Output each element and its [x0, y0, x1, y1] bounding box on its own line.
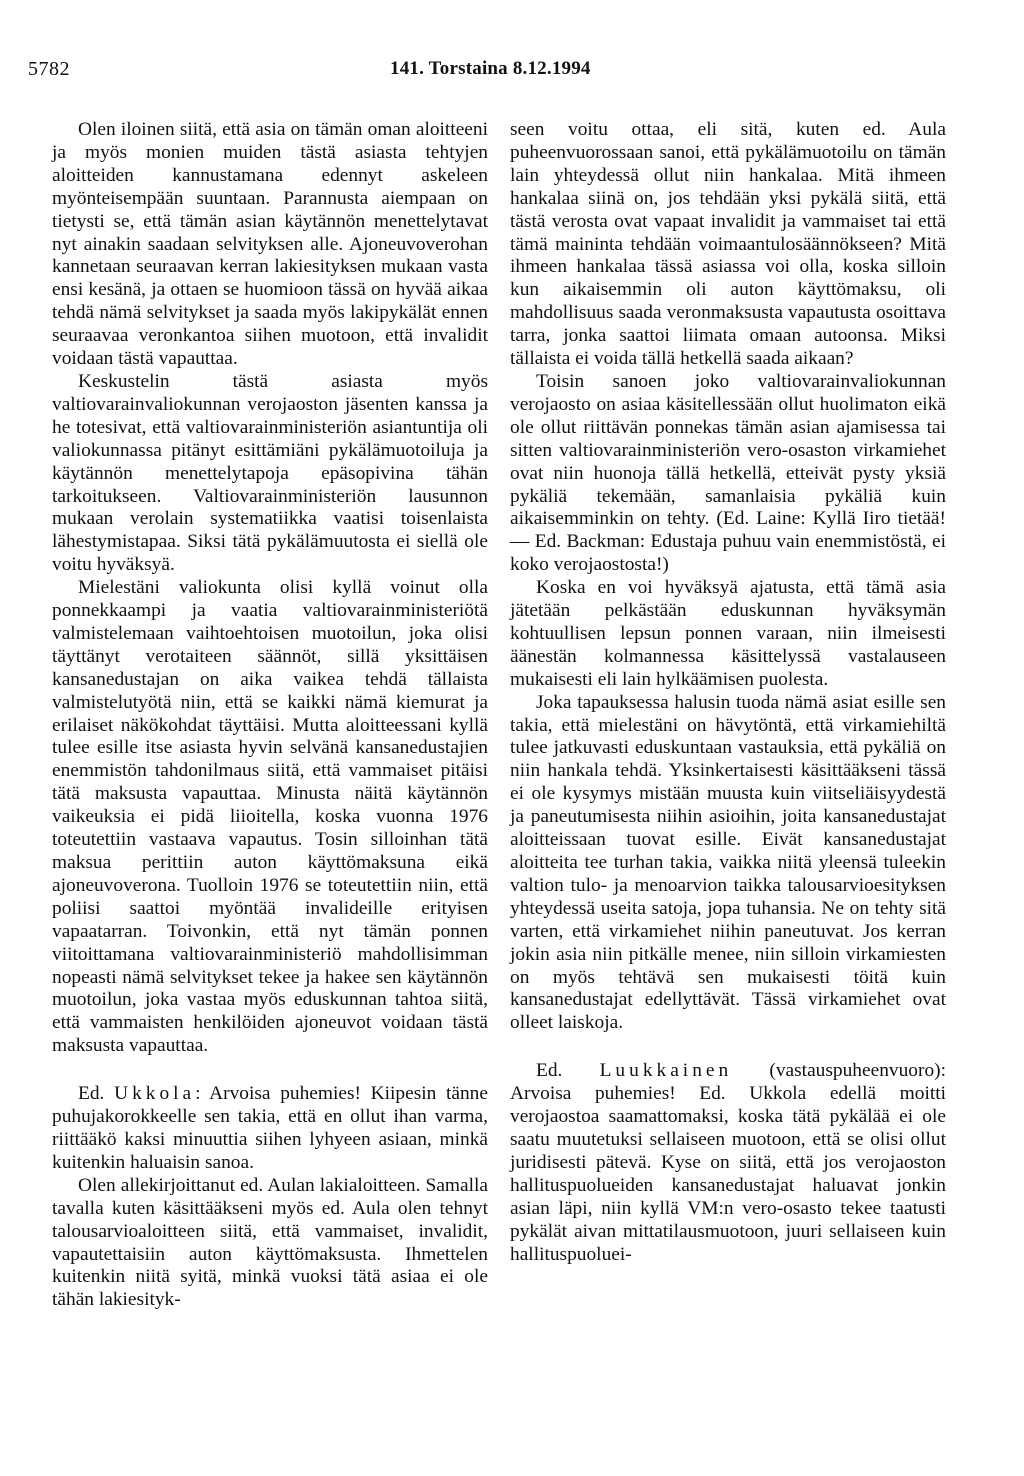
left-column — [52, 119, 488, 1312]
page-header-title: 141. Torstaina 8.12.1994 — [390, 58, 591, 79]
right-paragraph-3: Koska en voi hyväksyä ajatusta, että tämä asia jätetään pelkästään eduskunnan hyväksymän kohtuullisen lepsun ponnen varaan, niin ilmeisesti äänestän kolmannessa käsittelyssä vastalauseen mukaisesti eli lain hylkäämisen puolesta. — [510, 577, 946, 690]
speech-prefix: Ed. — [78, 1083, 115, 1105]
page-number: 5782 — [28, 58, 70, 80]
speech-text: : Arvoisa puhemies! Kiipesin tänne puhujakorokkeelle sen takia, että en ollut ihan varma, riittääkö kaksi minuuttia siihen lyhyeen asiaan, minkä kuitenkin haluaisin sanoa. — [52, 1083, 488, 1173]
right-paragraph-2: Toisin sanoen joko valtiovarainvaliokunnan verojaosto on asiaa käsitellessään ollut huolimaton eikä ole ollut riittävän ponnekas tämän asian ajamisessa tai sitten valtiovarainministeriön vero-osaston virkamiehet ovat niin huonoja tällä hetkellä, etteivät pysty yksiä pykäliä tekemään, samanlaisia pykäliä kuin aikaisemminkin on tehty. (Ed. Laine: Kyllä Iiro tietää! — Ed. Backman: Edustaja puhuu vain enemmistöstä, ei koko verojaostosta!) — [510, 370, 946, 576]
right-paragraph-1: seen voitu ottaa, eli sitä, kuten ed. Aula puheenvuorossaan sanoi, että pykälämuotoilu on tämän lain yhteydessä ollut niin hankalaa. Mitä ihmeen hankalaa siinä on, jos tehdään yksi pykälä siitä, että tästä verosta ovat vapaat invalidit ja vammaiset tai että tämä maininta tehdään voimaantulosäännökseen? Mitä ihmeen hankalaa tässä asiassa voi olla, koska silloin kun aikaisemmin oli auton käyttömaksu, oli mahdollisuus saada veronmaksusta vapautusta osoittava tarra, jonka saattoi liimata omaan autoonsa. Miksi tällaista ei voida tällä hetkellä saada aikaan? — [510, 119, 946, 370]
speech-text: (vastauspuheenvuoro): Arvoisa puhemies! Ed. Ukkola edellä moitti verojaostoa saamattomaksi, koska tätä pykälää ei ole saatu muutetuksi sellaiseen muotoon, että se olisi ollut juridisesti pätevä. Kyse on siitä, että jos verojaoston hallituspuolueiden kansanedustajat haluavat jonkin asian läpi, niin kyllä VM:n vero-osasto tekee taatusti pykälät aivan mittatilausmuotoon, juuri sellaiseen kuin hallituspuoluei- — [510, 1060, 946, 1265]
left-paragraph-3: Mielestäni valiokunta olisi kyllä voinut olla ponnekkaampi ja vaatia valtiovarainministeriötä valmistelemaan vaihtoehtoisen muotoilun, joka olisi täyttänyt verotaiteen säännöt, sillä yksittäisen kansanedustajan on aika vaikea tehdä tällaista valmistelutyötä niin, että se kaikki nämä kiemurat ja erilaiset näkökohdat täyttäisi. Mutta aloitteessani kyllä tulee esille itse asiasta hyvin selvänä kansanedustajien enemmistön tahdonilmaus siitä, että vammaiset pitäisi tätä maksusta vapauttaa. Minusta näitä käytännön vaikeuksia ei pidä liioitella, koska vuonna 1976 toteutettiin vastaava vapautus. Tosin silloinhan tätä maksua perittiin auton käyttömaksuna eikä ajoneuvoverona. Tuolloin 1976 se toteutettiin niin, että poliisi saattoi myöntää invalideille erityisen vapaatarran. Toivonkin, että nyt tämän ponnen viitoittamana valtiovarainministeriö mahdollisimman nopeasti nämä selvitykset tekee ja hakee sen käytännön muotoilun, joka vastaa myös eduskunnan tahtoa siitä, että vammaisten henkilöiden ajoneuvot voidaan tästä maksusta vapauttaa. — [52, 577, 488, 1057]
speech-prefix: Ed. — [536, 1060, 600, 1082]
left-paragraph-1: Olen iloinen siitä, että asia on tämän oman aloitteeni ja myös monien muiden tästä asiasta tehtyjen aloitteiden kannustamana edennyt askeleen myönteisempään suuntaan. Parannusta aiempaan on tietysti se, että tämän asian käytännön menettelytavat nyt ainakin saadaan selvityksen alle. Ajoneuvoverohan kannetaan seuraavan kerran lakiesityksen mukaan vasta ensi kesänä, ja ottaen se huomioon tässä on hyvää aikaa tehdä nämä selvitykset ja saada myös lakipykälät ennen seuraavaa veronkantoa siihen muotoon, että invalidit voidaan tästä vapauttaa. — [52, 119, 488, 370]
left-paragraph-5: Olen allekirjoittanut ed. Aulan lakialoitteen. Samalla tavalla kuten käsittääkseni myös ed. Aula olen tehnyt talousarvioaloitteen siitä, että vammaiset, invalidit, vapautettaisiin auton käyttömaksusta. Ihmettelen kuitenkin niitä syitä, minkä vuoksi tätä asiaa ei ole tähän lakiesityk- — [52, 1174, 488, 1311]
right-column — [510, 119, 946, 1266]
speaker-name-luukkainen: Luukkainen — [599, 1060, 733, 1082]
left-paragraph-2: Keskustelin tästä asiasta myös valtiovarainvaliokunnan verojaoston jäsenten kanssa ja he totesivat, että valtiovarainministeriön asiantuntija oli valiokunnassa pitänyt esittämiäni pykälämuotoiluja ja käytännön menettelytapoja epäsopivina tähän tarkoitukseen. Valtiovarainministeriön lausunnon mukaan verolain systematiikka vaatisi toisenlaista lähestymistapaa. Siksi tätä pykälämuutosta ei siellä ole voitu hyväksyä. — [52, 370, 488, 576]
speech-ukkola — [52, 1083, 488, 1175]
right-paragraph-4: Joka tapauksessa halusin tuoda nämä asiat esille sen takia, että mielestäni on hävytöntä, että virkamiehiltä tulee jatkuvasti eduskuntaan vastauksia, että pykäliä on niin hankala tehdä. Yksinkertaisesti käsittääkseni tässä ei ole kysymys mistään muusta kuin viitseliäisyydestä ja paneutumisesta niihin asioihin, joita kansanedustajat aloitteissaan tuovat esille. Eivät kansanedustajat aloitteita tee turhan takia, vaikka niitä yleensä tuleekin valtion tulo- ja menoarvion taikka talousarvioesityksen yhteydessä useita satoja, jopa tuhansia. Ne on tehty sitä varten, että virkamiehet niihin paneutuvat. Jos kerran jokin asia niin pitkälle menee, niin silloin virkamiesten on myös tehtävä sen mukaisesti töitä kuin kansanedustajat edellyttävät. Tässä virkamiehet ovat olleet laiskoja. — [510, 691, 946, 1034]
speech-luukkainen — [510, 1060, 946, 1266]
speaker-name-ukkola: Ukkola — [114, 1083, 196, 1105]
